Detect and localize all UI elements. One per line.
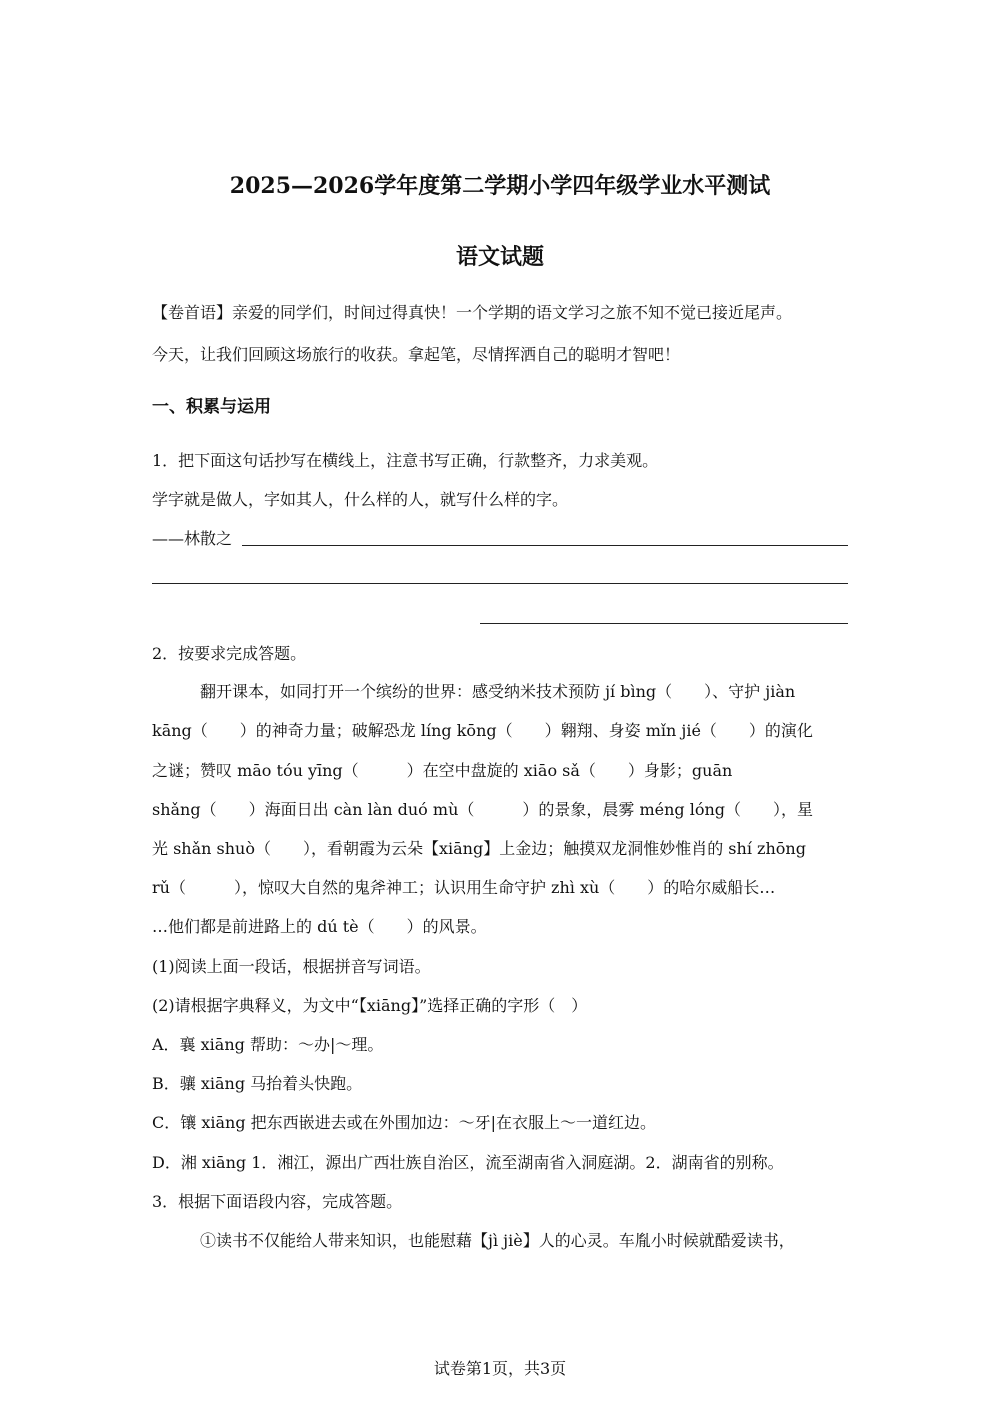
question-3-prompt: 3．根据下面语段内容，完成答题。: [152, 1192, 403, 1211]
exam-title: 2025—2026学年度第二学期小学四年级学业水平测试: [229, 173, 771, 199]
answer-line[interactable]: [480, 623, 848, 624]
section-heading: 一、积累与运用: [152, 397, 271, 417]
option-d[interactable]: D．湘 xiāng 1．湘江，源出广西壮族自治区，流至湖南省入洞庭湖。2．湖南省的别称。: [152, 1153, 784, 1172]
question-3-passage-line: ①读书不仅能给人带来知识，也能慰藉【jì jiè】人的心灵。车胤小时候就酷爱读书，: [200, 1231, 795, 1250]
preface-line-2: 今天，让我们回顾这场旅行的收获。拿起笔，尽情挥洒自己的聪明才智吧！: [152, 345, 681, 364]
question-1-quote: 学字就是做人，字如其人，什么样的人，就写什么样的字。: [152, 490, 569, 509]
passage-line: 光 shǎn shuò（ ），看朝霞为云朵【xiāng】上金边；触摸双龙洞惟妙惟肖的 shí zhōng: [152, 839, 806, 858]
passage-line: shǎng（ ）海面日出 càn làn duó mù（ ）的景象，晨雾 méng lóng（ ），星: [152, 800, 814, 819]
passage-line: …他们都是前进路上的 dú tè（ ）的风景。: [152, 917, 487, 936]
question-2-sub-2: (2)请根据字典释义，为文中“【xiāng】”选择正确的字形（ ）: [152, 996, 588, 1015]
question-2-prompt: 2．按要求完成答题。: [152, 644, 307, 663]
page-footer: 试卷第1页，共3页: [433, 1359, 567, 1378]
passage-line: 之谜；赞叹 māo tóu yīng（ ）在空中盘旋的 xiāo sǎ（ ）身影；guān: [152, 761, 733, 780]
question-1-prompt: 1．把下面这句话抄写在横线上，注意书写正确，行款整齐，力求美观。: [152, 451, 659, 470]
question-2-sub-1: (1)阅读上面一段话，根据拼音写词语。: [152, 957, 431, 976]
answer-line[interactable]: [242, 545, 848, 546]
passage-line: rǔ（ ），惊叹大自然的鬼斧神工；认识用生命守护 zhì xù（ ）的哈尔威船长…: [152, 878, 776, 897]
option-a[interactable]: A．襄 xiāng 帮助：～办|～理。: [152, 1035, 384, 1054]
answer-line[interactable]: [152, 583, 848, 584]
passage-line: 翻开课本，如同打开一个缤纷的世界：感受纳米技术预防 jí bìng（ ）、守护 jiàn: [200, 682, 796, 701]
exam-subtitle: 语文试题: [455, 244, 544, 270]
question-1-author: ——林散之: [152, 529, 233, 548]
option-b[interactable]: B．骧 xiāng 马抬着头快跑。: [152, 1074, 363, 1093]
preface-line-1: 【卷首语】亲爱的同学们，时间过得真快！一个学期的语文学习之旅不知不觉已接近尾声。: [152, 303, 793, 322]
passage-line: kāng（ ）的神奇力量；破解恐龙 líng kōng（ ）翱翔、身姿 mǐn jié（ ）的演化: [152, 721, 813, 740]
option-c[interactable]: C．镶 xiāng 把东西嵌进去或在外围加边：～牙|在衣服上～一道红边。: [152, 1113, 657, 1132]
